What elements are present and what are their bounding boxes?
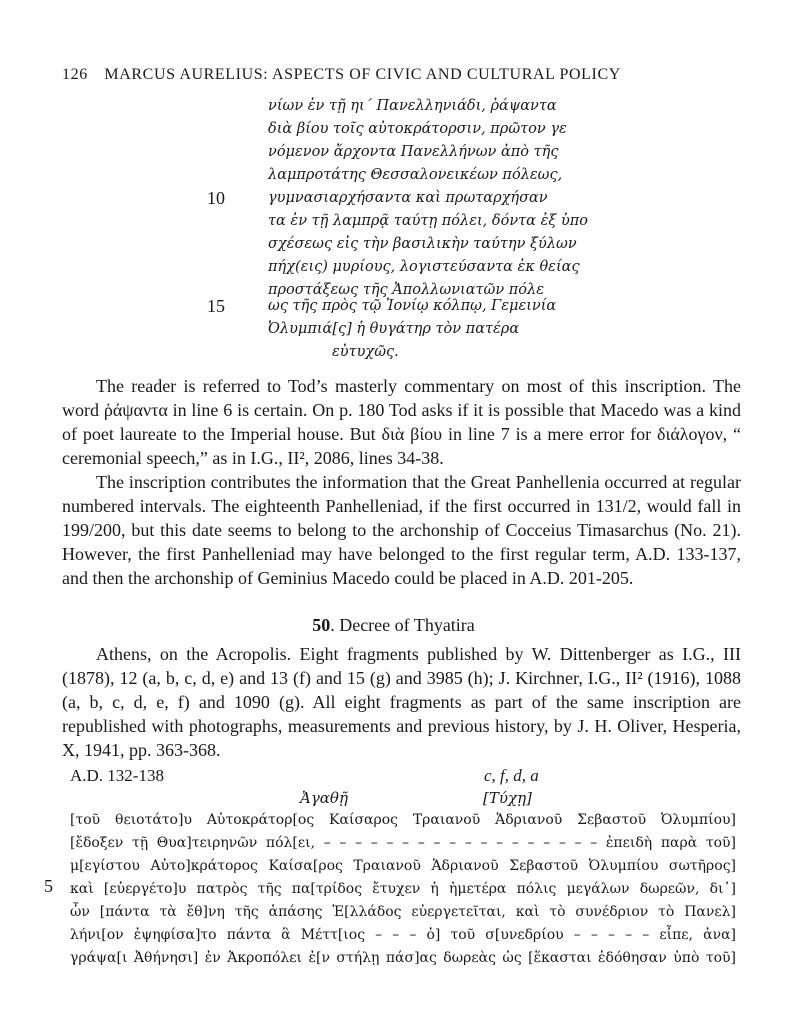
greek-line: πήχ(εις) μυρίους, λογιστεύσαντα ἐκ θείας <box>268 259 580 275</box>
inscription-heading-right: [Τύχῃ] <box>483 789 532 807</box>
line-number: 5 <box>44 876 53 896</box>
commentary-paragraph: The inscription contributes the information that the Great Panhellenia occurred at regular numbered intervals. The eighteenth Panhelleniad, if the first occurred in 131/2, would fall in 199/200, but this date seems to belong to the archonship of Cocceius Timasarchus (No. 21). However, the first Panhelleniad may have belonged to the first regular term, A.D. 133-137, and then the archonship of Geminius Macedo could be placed in A.D. 201-205. <box>62 472 741 588</box>
inscription-line: καὶ [εὐεργέτο]υ πατρὸς τῆς πα[τρίδος ἔτυχεν ἡ ἡμετέρα πόλις μεγάλων δωρεῶν, δι᾽] <box>70 881 736 897</box>
greek-line: τα ἐν τῇ λαμπρᾷ ταύτῃ πόλει, δόντα ἐξ ὑπο <box>268 213 589 229</box>
greek-line: λαμπροτάτης Θεσσαλονεικέων πόλεως, <box>268 167 563 183</box>
inscription-line: γράψα[ι Ἀθήνησι] ἐν Ἀκροπόλει ἐ[ν στήλῃ πάσ]ας δωρεὰς ὡς [ἕκασται ἐδόθησαν ὑπὸ τοῦ] <box>70 950 736 966</box>
greek-line: προστάξεως τῆς Ἀπολλωνιατῶν πόλε <box>268 282 544 298</box>
section-title: . Decree of Thyatira <box>330 615 475 635</box>
greek-line: γυμνασιαρχήσαντα καὶ πρωταρχήσαν <box>268 190 548 206</box>
inscription-heading-left: Ἀγαθῇ <box>300 789 348 807</box>
greek-line: διὰ βίου τοῖς αὐτοκράτορσιν, πρῶτον γε <box>268 121 567 137</box>
running-header <box>62 66 621 84</box>
greek-line: εὐτυχῶς. <box>332 344 399 360</box>
greek-line: Ὀλυμπιά[ς] ἡ θυγάτηρ τὸν πατέρα <box>268 321 520 337</box>
running-title: MARCUS AURELIUS: ASPECTS OF CIVIC AND CULTURAL POLICY <box>104 66 621 83</box>
greek-line: νίων ἐν τῇ ηι´ Πανελληνιάδι, ῥάψαντα <box>268 98 557 114</box>
line-number: 10 <box>207 188 225 208</box>
inscription-date: A.D. 132-138 <box>70 766 164 785</box>
section-number: 50 <box>312 615 331 635</box>
inscription-line: λήνι[ον ἐψηφίσα]το πάντα ἃ Μέττ[ιος – – – ὁ] τοῦ σ[υνεδρίου – – – – – εἶπε, ἀνα] <box>70 927 736 943</box>
line-number: 15 <box>207 296 225 316</box>
inscription-line: [τοῦ θειοτάτο]υ Αὐτοκράτορ[ος Καίσαρος Τραιανοῦ Ἁδριανοῦ Σεβαστοῦ Ὀλυμπίου] <box>70 812 736 828</box>
section-heading <box>0 615 787 636</box>
greek-line: νόμενον ἄρχοντα Πανελλήνων ἀπὸ τῆς <box>268 144 559 160</box>
page-number: 126 <box>62 66 88 83</box>
inscription-fragments: c, f, d, a <box>484 766 539 785</box>
greek-line: σχέσεως εἰς τὴν βασιλικὴν ταύτην ξύλων <box>268 236 577 252</box>
section-paragraph: Athens, on the Acropolis. Eight fragments published by W. Dittenberger as I.G., III (1878), 12 (a, b, c, d, e) and 13 (f) and 15 (g) and 3985 (h); J. Kirchner, I.G., II² (1916), 1088 (a, b, c, d, e, f) and 1090 (g). All eight fragments as part of the same inscription are republished with photographs, measurements and previous history, by J. H. Oliver, Hesperia, X, 1941, pp. 363-368. <box>62 644 741 760</box>
commentary-paragraph: The reader is referred to Tod’s masterly commentary on most of this inscription. The word ῥάψαντα in line 6 is certain. On p. 180 Tod asks if it is possible that Macedo was a kind of poet laureate to the Imperial house. But διὰ βίου in line 7 is a mere error for διάλογον, “ ceremonial speech,” as in I.G., II², 2086, lines 34-38. <box>62 376 741 468</box>
greek-line: ως τῆς πρὸς τῷ Ἰονίῳ κόλπῳ, Γεμεινία <box>268 298 557 314</box>
inscription-line: ὧν [πάντα τὰ ἔθ]νη τῆς ἁπάσης Ἑ[λλάδος εὐεργετεῖται, καὶ τὸ συνέδριον τὸ Πανελ] <box>70 904 736 920</box>
inscription-line: [ἔδοξεν τῇ Θυα]τειρηνῶν πόλ[ει, – – – – – – – – – – – – – – – – – – ἐπειδὴ παρὰ τοῦ] <box>70 835 736 851</box>
inscription-line: μ[εγίστου Αὐτο]κράτορος Καίσα[ρος Τραιανοῦ Ἁδριανοῦ Σεβαστοῦ Ὀλυμπίου σωτῆρος] <box>70 858 736 874</box>
